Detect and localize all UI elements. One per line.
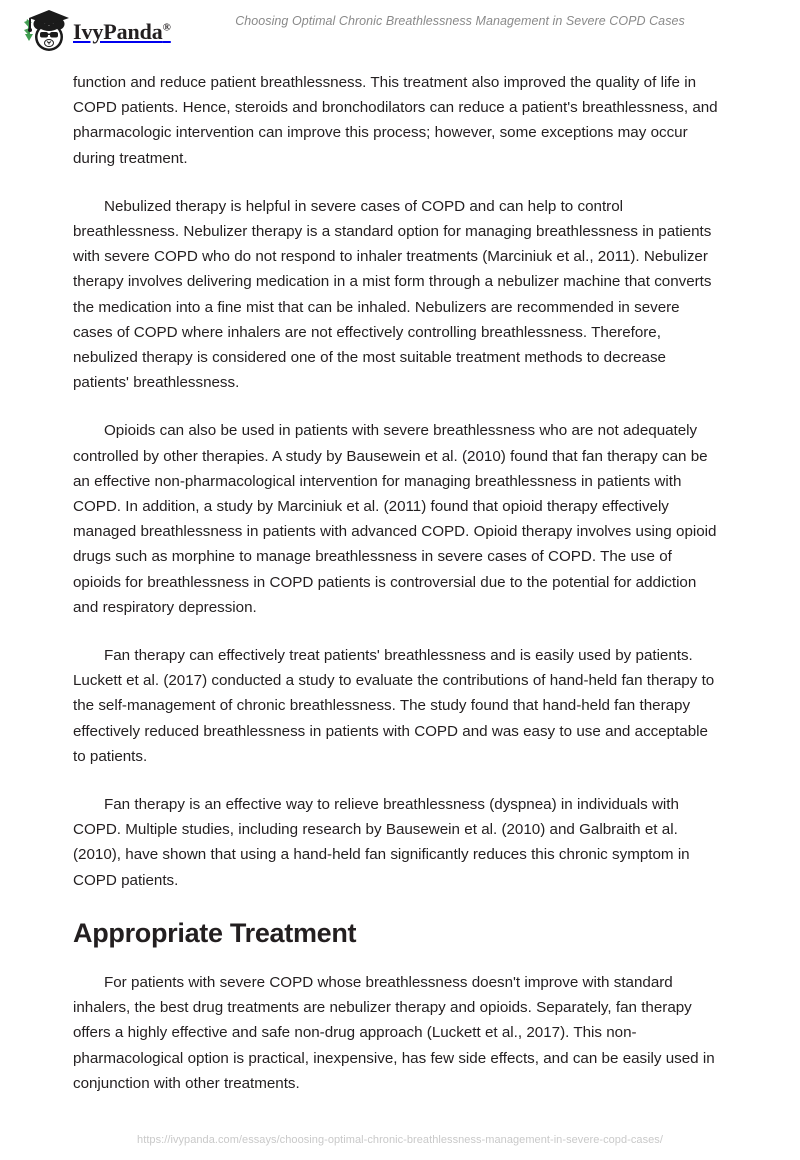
brand-name: IvyPanda®: [73, 19, 171, 44]
paragraph-fan-therapy-dyspnea: Fan therapy is an effective way to relieve breathlessness (dyspnea) in individuals with COPD. Multiple studies, including research by Bausewein et al. (2010) and Galbraith et al. (2010), have shown that using a hand-held fan significantly reduces this chronic symptom in COPD patients.: [73, 796, 690, 889]
document-title-header: Choosing Optimal Chronic Breathlessness Management in Severe COPD Cases: [235, 14, 685, 28]
page-header: [0, 0, 800, 60]
paragraph-continued: function and reduce patient breathlessness. This treatment also improved the quality of life in COPD patients. Hence, steroids and bronchodilators can reduce a patient's breathlessness, and pharmacologic intervention can improve this process; however, some exceptions may occur during treatment.: [73, 74, 718, 167]
article-body: [73, 70, 723, 1096]
paragraph-appropriate-treatment: For patients with severe COPD whose breathlessness doesn't improve with standard inhalers, the best drug treatments are nebulizer therapy and opioids. Separately, fan therapy offers a highly effective and safe non-drug approach (Luckett et al., 2017). This non-pharmacological option is practical, inexpensive, has few side effects, and can be easily used in conjunction with other treatments.: [73, 973, 715, 1092]
registered-mark: ®: [162, 21, 171, 34]
paragraph-fan-therapy-luckett: Fan therapy can effectively treat patients' breathlessness and is easily used by patients. Luckett et al. (2017) conducted a study to evaluate the contributions of hand-held fan therapy to the self-management of chronic breathlessness. The study found that hand-held fan therapy effectively reduced breathlessness in patients with COPD and was easy to use and acceptable to patients.: [73, 647, 715, 765]
section-heading-appropriate-treatment: Appropriate Treatment: [73, 917, 357, 948]
paragraph-nebulized-therapy: Nebulized therapy is helpful in severe cases of COPD and can help to control breathlessness. Nebulizer therapy is a standard option for managing breathlessness in patients with severe COPD who do not respond to inhaler treatments (Marciniuk et al., 2011). Nebulizer therapy involves delivering medication in a mist form through a nebulizer machine that converts the medication into a fine mist that can be inhaled. Nebulizers are recommended in severe cases of COPD where inhalers are not effectively controlling breathlessness. Therefore, nebulized therapy is considered one of the most suitable treatment methods to decrease patients' breathlessness.: [73, 197, 712, 392]
paragraph-opioids: Opioids can also be used in patients with severe breathlessness who are not adequately controlled by other therapies. A study by Bausewein et al. (2010) found that fan therapy can be an effective non-pharmacological intervention for managing breathlessness in patients with COPD. In addition, a study by Marciniuk et al. (2011) found that opioid therapy effectively managed breathlessness in patients with advanced COPD. Opioid therapy involves using opioid drugs such as morphine to manage breathlessness in severe cases of COPD. The use of opioids for breathlessness in COPD patients is controversial due to the potential for addiction and respiratory depression.: [73, 422, 717, 616]
page-footer: [0, 1130, 800, 1148]
footer-source-url[interactable]: https://ivypanda.com/essays/choosing-optimal-chronic-breathlessness-management-in-severe-copd-cases/: [137, 1134, 663, 1146]
